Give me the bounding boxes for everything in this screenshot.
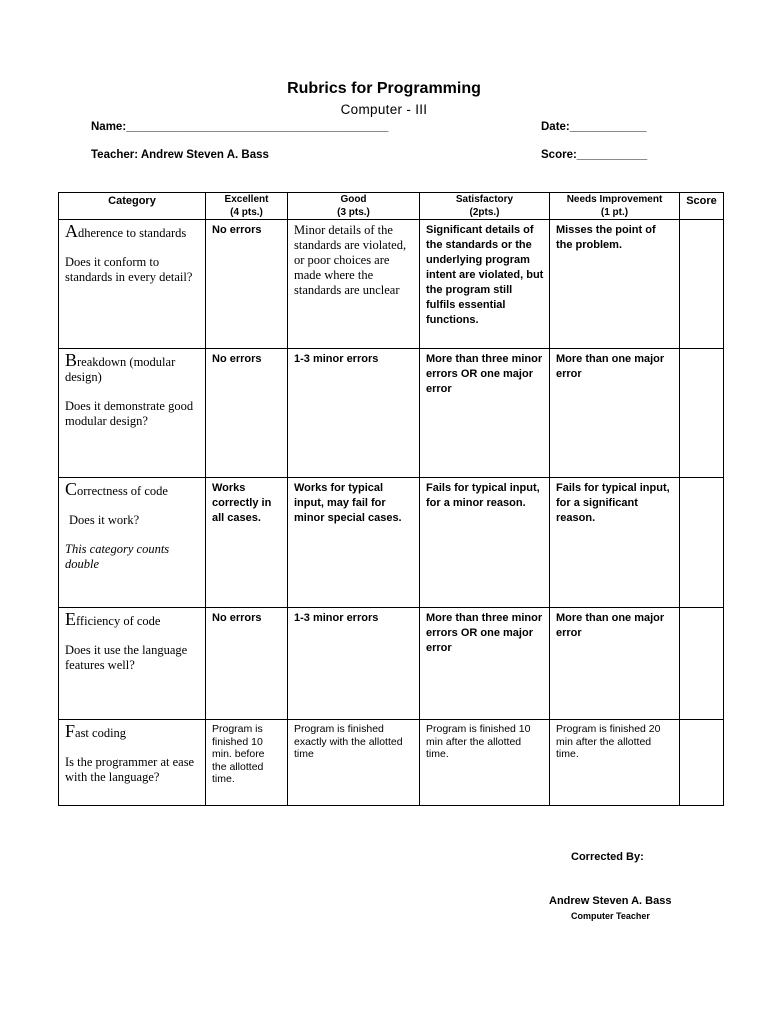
category-question: Does it work? (69, 513, 140, 527)
header-score: Score (680, 193, 724, 220)
table-row (59, 720, 724, 806)
good-cell (288, 478, 420, 608)
good-text: 1-3 minor errors (294, 353, 379, 365)
category-question: Does it conform to standards in every detail? (65, 255, 193, 284)
header-needs-points: (1 pt.) (600, 206, 629, 218)
needs-cell (550, 220, 680, 349)
score-field: Score:___________ (541, 149, 648, 161)
teacher-name: Andrew Steven A. Bass (549, 895, 672, 907)
needs-text: More than one major error (556, 612, 665, 639)
satisfactory-text: Significant details of the standards or the underlying program intent are violated, but the program still fulfils essential functions. (426, 224, 544, 326)
category-question: Is the programmer at ease with the language? (65, 755, 195, 784)
needs-text: More than one major error (556, 353, 665, 380)
table-row (59, 220, 724, 349)
header-good-label: Good (340, 194, 367, 205)
category-name: orrectness of code (77, 484, 168, 498)
header-satisfactory-label: Satisfactory (455, 194, 514, 205)
category-title (65, 479, 201, 499)
header-excellent (206, 193, 288, 220)
good-cell (288, 349, 420, 478)
table-row (59, 608, 724, 720)
good-cell (288, 220, 420, 349)
category-name: fficiency of code (76, 614, 161, 628)
satisfactory-cell (420, 349, 550, 478)
satisfactory-cell (420, 720, 550, 806)
excellent-text: No errors (212, 353, 262, 365)
needs-cell (550, 720, 680, 806)
excellent-cell (206, 220, 288, 349)
score-cell (680, 220, 724, 349)
header-satisfactory-points: (2pts.) (469, 206, 500, 218)
good-text: Minor details of the standards are violated, or poor choices are made where the standards are unclear (294, 223, 407, 297)
name-field: Name:_________________________________________ (91, 121, 389, 133)
score-cell (680, 720, 724, 806)
needs-text: Program is finished 20 min after the allotted time. (556, 723, 661, 760)
teacher-role: Computer Teacher (571, 911, 650, 921)
excellent-cell (206, 720, 288, 806)
category-title (65, 721, 201, 741)
score-cell (680, 608, 724, 720)
category-cell (59, 720, 206, 806)
category-initial: A (65, 221, 78, 241)
excellent-text: No errors (212, 612, 262, 624)
satisfactory-text: Program is finished 10 min after the allotted time. (426, 723, 531, 760)
header-needs-label: Needs Improvement (566, 194, 663, 205)
document-title: Rubrics for Programming (287, 80, 481, 97)
satisfactory-cell (420, 608, 550, 720)
needs-cell (550, 349, 680, 478)
category-initial: E (65, 609, 76, 629)
category-initial: F (65, 721, 76, 741)
excellent-cell (206, 349, 288, 478)
excellent-cell (206, 608, 288, 720)
satisfactory-text: More than three minor errors OR one major error (426, 612, 543, 654)
excellent-text: No errors (212, 224, 262, 236)
needs-text: Misses the point of the problem. (556, 224, 656, 251)
header-row (59, 193, 724, 220)
good-text: Program is finished exactly with the allotted time (294, 723, 403, 760)
needs-cell (550, 608, 680, 720)
needs-text: Fails for typical input, for a significant reason. (556, 482, 670, 524)
table-row (59, 349, 724, 478)
rubric-table (58, 192, 724, 806)
category-name: dherence to standards (78, 226, 187, 240)
excellent-text: Works correctly in all cases. (212, 482, 272, 524)
good-text: Works for typical input, may fail for minor special cases. (294, 482, 402, 524)
category-initial: B (65, 350, 78, 370)
good-cell (288, 720, 420, 806)
header-needs-improvement (550, 193, 680, 220)
needs-cell (550, 478, 680, 608)
category-cell (59, 478, 206, 608)
teacher-field: Teacher: Andrew Steven A. Bass (91, 149, 269, 161)
good-cell (288, 608, 420, 720)
date-field: Date:____________ (541, 121, 647, 133)
category-title (65, 221, 201, 241)
category-name: ast coding (75, 726, 127, 740)
excellent-text: Program is finished 10 min. before the allotted time. (212, 723, 265, 785)
category-name: reakdown (modular design) (65, 355, 176, 384)
excellent-cell (206, 478, 288, 608)
satisfactory-text: Fails for typical input, for a minor reason. (426, 482, 540, 509)
category-cell (59, 220, 206, 349)
header-good-points: (3 pts.) (337, 206, 370, 218)
category-title (65, 609, 201, 629)
header-category: Category (59, 193, 206, 220)
good-text: 1-3 minor errors (294, 612, 379, 624)
header-excellent-label: Excellent (224, 194, 269, 205)
satisfactory-cell (420, 478, 550, 608)
corrected-by-label: Corrected By: (571, 851, 644, 863)
table-row (59, 478, 724, 608)
score-cell (680, 349, 724, 478)
category-title (65, 350, 201, 385)
category-question: Does it use the language features well? (65, 643, 188, 672)
category-question: Does it demonstrate good modular design? (65, 399, 194, 428)
category-cell (59, 608, 206, 720)
header-good (288, 193, 420, 220)
score-cell (680, 478, 724, 608)
category-note: This category counts double (65, 542, 170, 571)
satisfactory-cell (420, 220, 550, 349)
category-cell (59, 349, 206, 478)
document-subtitle: Computer - III (340, 102, 428, 117)
satisfactory-text: More than three minor errors OR one major error (426, 353, 543, 395)
header-satisfactory (420, 193, 550, 220)
category-initial: C (65, 479, 78, 499)
header-excellent-points: (4 pts.) (230, 206, 263, 218)
